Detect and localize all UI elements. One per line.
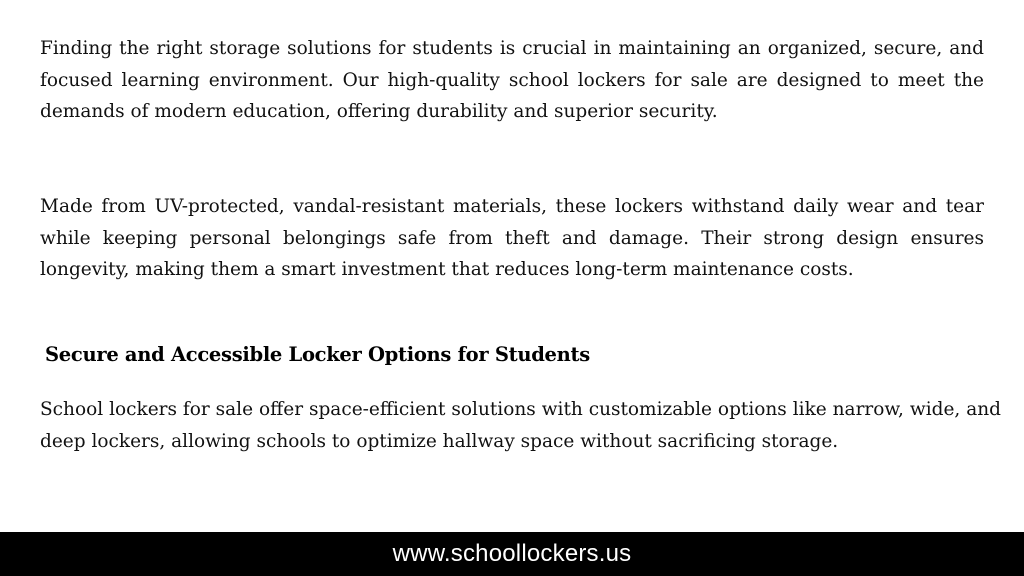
website-link[interactable]: www.schoollockers.us (392, 540, 632, 567)
materials-paragraph: Made from UV-protected, vandal-resistant materials, these lockers withstand daily wear and tear while keeping personal belongings safe from theft and damage. Their strong design ensures longevity, making them a smart investment that reduces long-term maintenance costs. (40, 196, 984, 280)
intro-paragraph: Finding the right storage solutions for students is crucial in maintaining an organized, secure, and focused learning environment. Our high-quality school lockers for sale are designed to meet the demands of modern education, offering durability and superior security. (40, 38, 984, 122)
section-heading: Secure and Accessible Locker Options for Students (45, 343, 590, 366)
options-paragraph: School lockers for sale offer space-efficient solutions with customizable options like narrow, wide, and deep lockers, allowing schools to optimize hallway space without sacrificing storage. (40, 399, 1001, 452)
footer-bar (0, 532, 1024, 576)
